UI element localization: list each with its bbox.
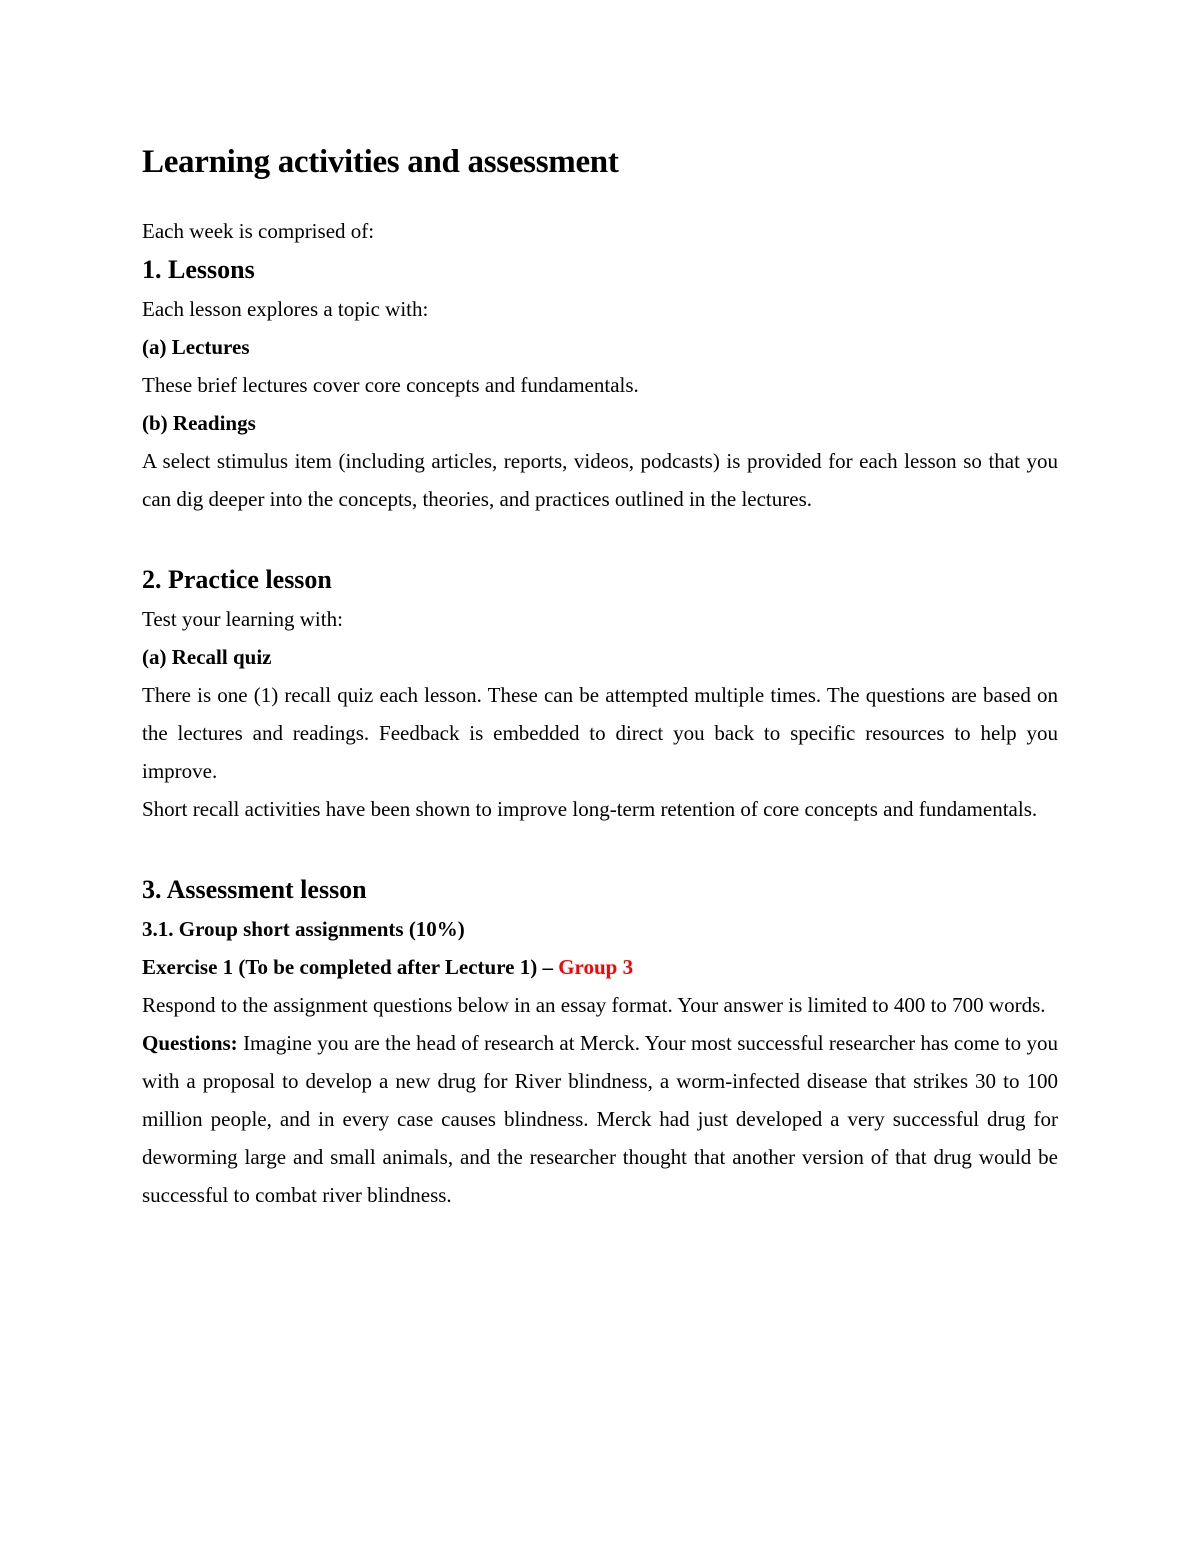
section-number: 1. bbox=[142, 255, 162, 284]
intro-text: Each week is comprised of: bbox=[142, 219, 375, 243]
lectures-text: These brief lectures cover core concepts and fundamentals. bbox=[142, 373, 639, 397]
questions-label: Questions: bbox=[142, 1031, 238, 1055]
readings-text: A select stimulus item (including articles, reports, videos, podcasts) is provided for each lesson so that you can dig deeper into the concepts, theories, and practices outlined in the lectures. bbox=[142, 449, 1058, 511]
section-number: 3. bbox=[142, 875, 162, 904]
section-title: Lessons bbox=[168, 255, 255, 284]
section-assessment bbox=[142, 870, 1058, 1214]
section-heading-assessment bbox=[142, 870, 1058, 910]
lectures-label: (a) Lectures bbox=[142, 335, 250, 359]
questions-paragraph bbox=[142, 1024, 1058, 1214]
respond-text: Respond to the assignment questions below in an essay format. Your answer is limited to 400 to 700 words. bbox=[142, 993, 1046, 1017]
section-title: Practice lesson bbox=[168, 565, 332, 594]
questions-text: Imagine you are the head of research at Merck. Your most successful researcher has come to you with a proposal to develop a new drug for River blindness, a worm-infected disease that strikes 30 to 100 million people, and in every case causes blindness. Merck had just developed a very successful drug for deworming large and small animals, and the researcher thought that another version of that drug would be successful to combat river blindness. bbox=[142, 1031, 1058, 1207]
exercise-line bbox=[142, 948, 1058, 986]
section-heading-practice bbox=[142, 560, 1058, 600]
sub-heading-group-assignments: 3.1. Group short assignments (10%) bbox=[142, 917, 465, 941]
section-lead: Test your learning with: bbox=[142, 607, 343, 631]
group-badge: Group 3 bbox=[558, 955, 634, 979]
recall-quiz-label: (a) Recall quiz bbox=[142, 645, 272, 669]
document-page bbox=[142, 140, 1058, 1214]
section-lead: Each lesson explores a topic with: bbox=[142, 297, 429, 321]
spacer bbox=[142, 518, 1058, 556]
spacer bbox=[142, 828, 1058, 866]
section-number: 2. bbox=[142, 565, 162, 594]
readings-label: (b) Readings bbox=[142, 411, 256, 435]
document-title: Learning activities and assessment bbox=[142, 144, 619, 180]
section-title: Assessment lesson bbox=[166, 875, 367, 904]
section-practice bbox=[142, 560, 1058, 828]
section-lessons bbox=[142, 250, 1058, 518]
recall-quiz-text-2: Short recall activities have been shown to improve long-term retention of core concepts and fundamentals. bbox=[142, 797, 1038, 821]
exercise-label: Exercise 1 (To be completed after Lecture 1) – bbox=[142, 955, 559, 979]
section-heading-lessons bbox=[142, 250, 1058, 290]
recall-quiz-text: There is one (1) recall quiz each lesson. These can be attempted multiple times. The questions are based on the lectures and readings. Feedback is embedded to direct you back to specific resources to help you improve. bbox=[142, 683, 1058, 783]
